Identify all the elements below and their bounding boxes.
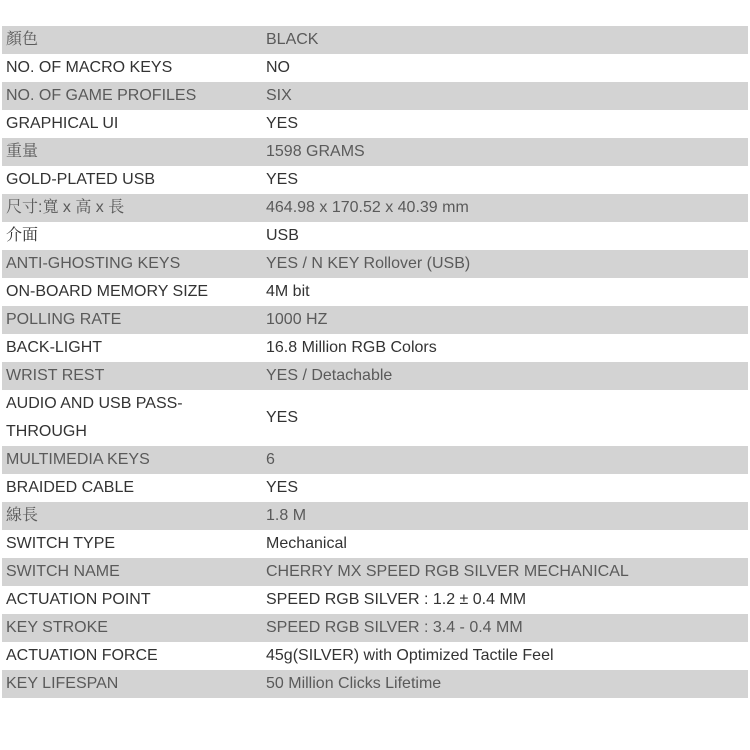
spec-row-anti-ghosting [2,250,748,278]
spec-row-game-profiles [2,82,748,110]
spec-row-interface [2,222,748,250]
spec-row-gold-plated-usb [2,166,748,194]
spec-row-cable-length [2,502,748,530]
spec-value: SIX [262,82,748,110]
spec-label: 線長 [2,502,262,530]
spec-row-key-lifespan [2,670,748,698]
spec-value: 1.8 M [262,502,748,530]
spec-value: YES / N KEY Rollover (USB) [262,250,748,278]
spec-value: BLACK [262,26,748,54]
spec-value: YES [262,166,748,194]
spec-value: 16.8 Million RGB Colors [262,334,748,362]
spec-value: NO [262,54,748,82]
spec-label: NO. OF MACRO KEYS [2,54,262,82]
spec-value: CHERRY MX SPEED RGB SILVER MECHANICAL [262,558,748,586]
spec-label: SWITCH NAME [2,558,262,586]
spec-label: GOLD-PLATED USB [2,166,262,194]
spec-label: 尺寸:寬 x 高 x 長 [2,194,262,222]
spec-value: YES [262,110,748,138]
spec-label: 介面 [2,222,262,250]
spec-label: 顏色 [2,26,262,54]
spec-value: USB [262,222,748,250]
spec-value: Mechanical [262,530,748,558]
spec-value: 50 Million Clicks Lifetime [262,670,748,698]
spec-row-back-light [2,334,748,362]
spec-label: BRAIDED CABLE [2,474,262,502]
spec-row-switch-type [2,530,748,558]
spec-row-graphical-ui [2,110,748,138]
spec-value: 4M bit [262,278,748,306]
spec-table [2,26,748,698]
spec-row-dimensions [2,194,748,222]
spec-row-wrist-rest [2,362,748,390]
spec-label: 重量 [2,138,262,166]
spec-value: 1000 HZ [262,306,748,334]
spec-value: YES [262,390,748,446]
spec-value: 1598 GRAMS [262,138,748,166]
spec-value: SPEED RGB SILVER : 1.2 ± 0.4 MM [262,586,748,614]
spec-label: AUDIO AND USB PASS-THROUGH [2,390,262,446]
spec-row-polling-rate [2,306,748,334]
spec-row-pass-through [2,390,748,446]
spec-label: SWITCH TYPE [2,530,262,558]
spec-value: YES [262,474,748,502]
spec-label: BACK-LIGHT [2,334,262,362]
spec-row-actuation-force [2,642,748,670]
spec-value: SPEED RGB SILVER : 3.4 - 0.4 MM [262,614,748,642]
spec-row-key-stroke [2,614,748,642]
spec-label: ANTI-GHOSTING KEYS [2,250,262,278]
spec-label: KEY LIFESPAN [2,670,262,698]
spec-value: 45g(SILVER) with Optimized Tactile Feel [262,642,748,670]
spec-row-multimedia-keys [2,446,748,474]
spec-label: POLLING RATE [2,306,262,334]
spec-label: NO. OF GAME PROFILES [2,82,262,110]
spec-row-memory-size [2,278,748,306]
spec-label: KEY STROKE [2,614,262,642]
spec-value: YES / Detachable [262,362,748,390]
spec-value: 6 [262,446,748,474]
spec-label: MULTIMEDIA KEYS [2,446,262,474]
spec-row-braided-cable [2,474,748,502]
spec-row-weight [2,138,748,166]
spec-label: ACTUATION FORCE [2,642,262,670]
spec-label: WRIST REST [2,362,262,390]
spec-row-actuation-point [2,586,748,614]
spec-row-color [2,26,748,54]
spec-label: ACTUATION POINT [2,586,262,614]
spec-row-switch-name [2,558,748,586]
spec-value: 464.98 x 170.52 x 40.39 mm [262,194,748,222]
spec-label: GRAPHICAL UI [2,110,262,138]
spec-label: ON-BOARD MEMORY SIZE [2,278,262,306]
spec-row-macro-keys [2,54,748,82]
